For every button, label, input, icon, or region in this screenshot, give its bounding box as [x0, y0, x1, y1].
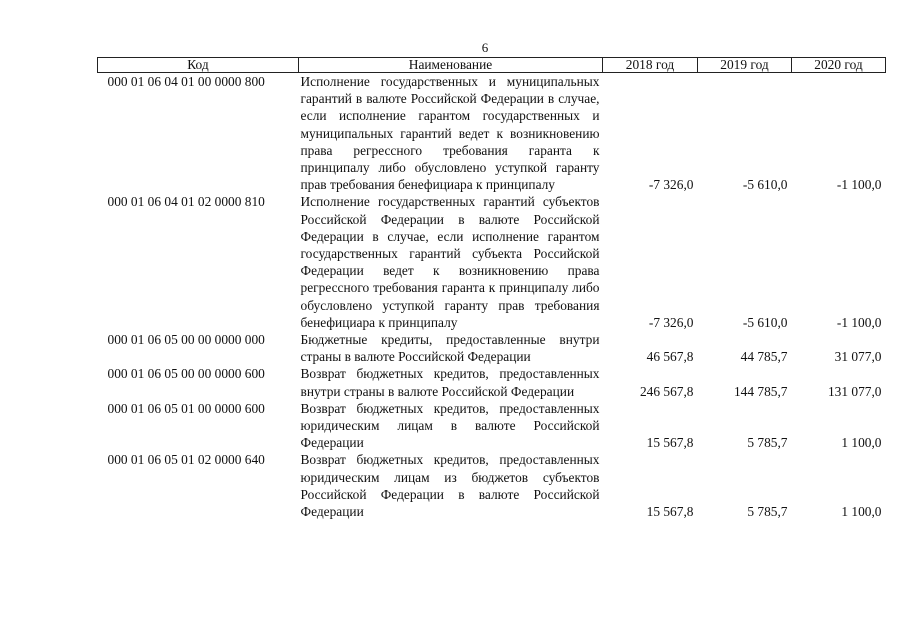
row-value-2018: 46 567,8: [646, 349, 694, 365]
row-value-2018: -7 326,0: [648, 314, 694, 330]
row-value-2020: 1 100,0: [841, 504, 882, 520]
row-code: 000 01 06 05 00 00 0000 600: [107, 366, 265, 382]
row-name: Исполнение государственных и муниципальных гарантий в валюте Российской Федерации в случае, если исполнение гарантом государственных и муниципальных гарантий ведет к возникновению права регрессного требования гаранта к принципалу либо обусловлено уступкой гаранту прав требования бенефициара к принципалу: [300, 74, 600, 193]
row-name: Возврат бюджетных кредитов, предоставленных юридическим лицам из бюджетов субъектов Российской Федерации в валюте Российской Федерации: [300, 452, 600, 520]
page-number: 6: [481, 40, 489, 55]
header-2018: 2018 год: [603, 58, 698, 73]
row-value-2018: 15 567,8: [646, 435, 694, 451]
row-value-2020: 131 077,0: [827, 383, 882, 399]
row-code: 000 01 06 04 01 00 0000 800: [107, 74, 265, 89]
row-code: 000 01 06 04 01 02 0000 810: [107, 194, 265, 210]
table-row: [98, 73, 886, 194]
row-name: Исполнение государственных гарантий субъектов Российской Федерации в валюте Российской Федерации в случае, если исполнение гарантом государственных гарантий субъекта Российской Федерации ведет к возникновению права регрессного требования гаранта к принципалу либо обусловлено уступкой гаранту прав требования бенефициара к принципалу: [300, 194, 600, 330]
row-value-2019: 44 785,7: [740, 349, 788, 365]
row-value-2019: -5 610,0: [742, 314, 788, 330]
row-code: 000 01 06 05 00 00 0000 000: [107, 332, 265, 348]
budget-table: [97, 57, 886, 520]
header-2020: 2020 год: [792, 58, 886, 73]
row-value-2019: 5 785,7: [747, 504, 788, 520]
row-code: 000 01 06 05 01 02 0000 640: [107, 452, 265, 468]
table-row: [98, 331, 886, 365]
table-row: [98, 193, 886, 331]
row-name: Возврат бюджетных кредитов, предоставленных внутри страны в валюте Российской Федерации: [300, 366, 600, 399]
row-value-2020: -1 100,0: [836, 177, 882, 193]
row-code: 000 01 06 05 01 00 0000 600: [107, 400, 265, 416]
row-value-2020: 31 077,0: [834, 349, 882, 365]
row-value-2019: 144 785,7: [733, 383, 788, 399]
table-row: [98, 365, 886, 399]
row-value-2019: -5 610,0: [742, 177, 788, 193]
row-value-2020: 1 100,0: [841, 435, 882, 451]
header-code: Код: [98, 58, 299, 73]
row-name: Возврат бюджетных кредитов, предоставленных юридическим лицам в валюте Российской Федерации: [300, 400, 600, 451]
row-value-2019: 5 785,7: [747, 435, 788, 451]
table-row: [98, 451, 886, 520]
header-name: Наименование: [299, 58, 603, 73]
row-value-2018: 246 567,8: [639, 383, 694, 399]
row-value-2018: 15 567,8: [646, 504, 694, 520]
header-2019: 2019 год: [698, 58, 792, 73]
table-header-row: [98, 58, 886, 73]
row-name: Бюджетные кредиты, предоставленные внутри страны в валюте Российской Федерации: [300, 332, 600, 365]
table-row: [98, 400, 886, 452]
row-value-2020: -1 100,0: [836, 314, 882, 330]
row-value-2018: -7 326,0: [648, 177, 694, 193]
